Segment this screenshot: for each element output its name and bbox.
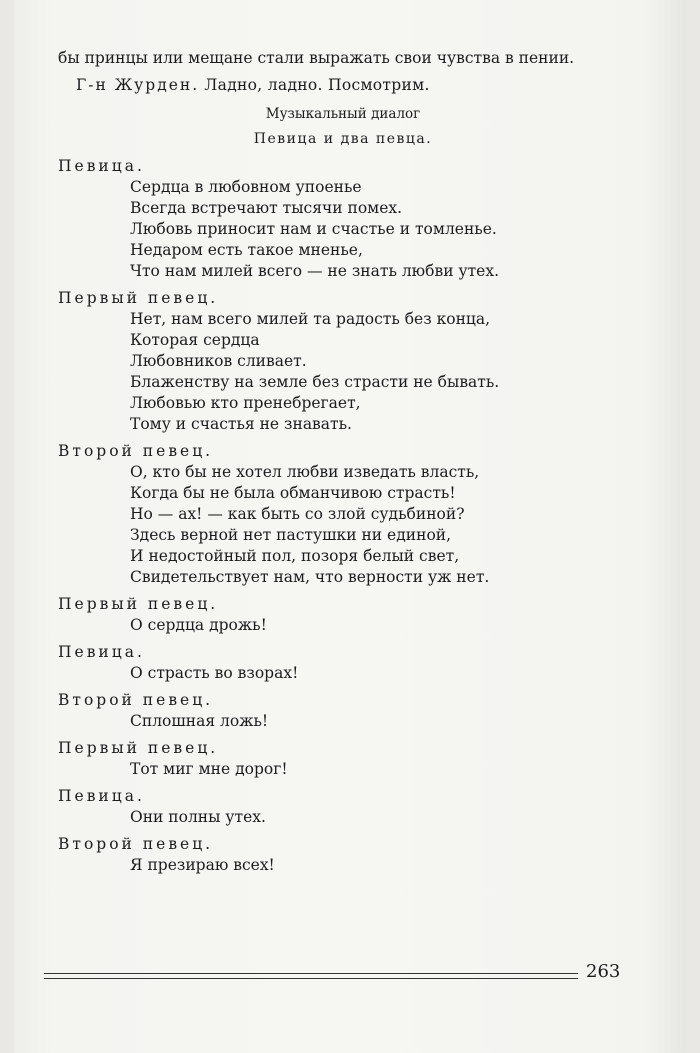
- verse-line: Что нам милей всего — не знать любви утех.: [130, 262, 500, 280]
- section-subtitle: Певица и два певца.: [253, 131, 433, 147]
- stage-text: Ладно, ладно. Посмотрим.: [199, 76, 430, 94]
- verse-line: Сплошная ложь!: [130, 712, 269, 730]
- footer-rule: [44, 973, 578, 979]
- speaker-name: Первый певец.: [58, 739, 219, 757]
- section-title: Музыкальный диалог: [265, 106, 421, 122]
- verse-line: О, кто бы не хотел любви изведать власть,: [130, 463, 480, 481]
- verse: [130, 177, 628, 282]
- page-number: 263: [586, 961, 621, 982]
- speaker-name: Первый певец.: [58, 289, 219, 307]
- dialogue-block: [58, 288, 628, 435]
- speaker-name: Певица.: [58, 157, 145, 175]
- verse-line: Но — ах! — как быть со злой судьбиной?: [130, 505, 465, 523]
- dialogue-block: [58, 786, 628, 828]
- stage-line: [76, 75, 628, 96]
- verse-line: Я презираю всех!: [130, 856, 275, 874]
- verse-line: Недаром есть такое мненье,: [130, 241, 363, 259]
- dialogue-block: [58, 156, 628, 282]
- verse-line: Когда бы не была обманчивою страсть!: [130, 484, 456, 502]
- page-body: [58, 48, 628, 882]
- speaker-name: Второй певец.: [58, 691, 214, 709]
- verse: [130, 759, 628, 780]
- verse-line: И недостойный пол, позоря белый свет,: [130, 547, 460, 565]
- verse-line: Всегда встречают тысячи помех.: [130, 199, 403, 217]
- verse-line: Тот миг мне дорог!: [130, 760, 288, 778]
- dialogue-block: [58, 441, 628, 588]
- dialogue-block: [58, 738, 628, 780]
- dialogue-block: [58, 834, 628, 876]
- speaker-name: Второй певец.: [58, 835, 214, 853]
- verse-line: Любовью кто пренебрегает,: [130, 394, 361, 412]
- verse-line: Блаженству на земле без страсти не бывать.: [130, 373, 500, 391]
- verse-line: Любовь приносит нам и счастье и томленье.: [130, 220, 497, 238]
- dialogue: [58, 156, 628, 876]
- verse-line: Которая сердца: [130, 331, 260, 349]
- verse-line: О страсть во взорах!: [130, 664, 299, 682]
- verse: [130, 711, 628, 732]
- verse: [130, 462, 628, 588]
- verse-line: Тому и счастья не знавать.: [130, 415, 352, 433]
- opening-paragraph: бы принцы или мещане стали выражать свои чувства в пении.: [58, 49, 575, 67]
- verse: [130, 309, 628, 435]
- verse: [130, 663, 628, 684]
- verse-line: Свидетельствует нам, что верности уж нет.: [130, 568, 490, 586]
- dialogue-block: [58, 594, 628, 636]
- verse-line: Нет, нам всего милей та радость без конца,: [130, 310, 491, 328]
- speaker-name: Второй певец.: [58, 442, 214, 460]
- speaker-name: Первый певец.: [58, 595, 219, 613]
- verse: [130, 615, 628, 636]
- verse-line: Любовников сливает.: [130, 352, 307, 370]
- dialogue-block: [58, 690, 628, 732]
- speaker-name: Певица.: [58, 787, 145, 805]
- verse: [130, 807, 628, 828]
- book-page: [14, 0, 686, 1053]
- speaker-name: Певица.: [58, 643, 145, 661]
- stage-speaker: Г-н Журден.: [76, 76, 200, 94]
- verse-line: Здесь верной нет пастушки ни единой,: [130, 526, 452, 544]
- verse: [130, 855, 628, 876]
- verse-line: Они полны утех.: [130, 808, 266, 826]
- verse-line: Сердца в любовном упоенье: [130, 178, 362, 196]
- verse-line: О сердца дрожь!: [130, 616, 267, 634]
- dialogue-block: [58, 642, 628, 684]
